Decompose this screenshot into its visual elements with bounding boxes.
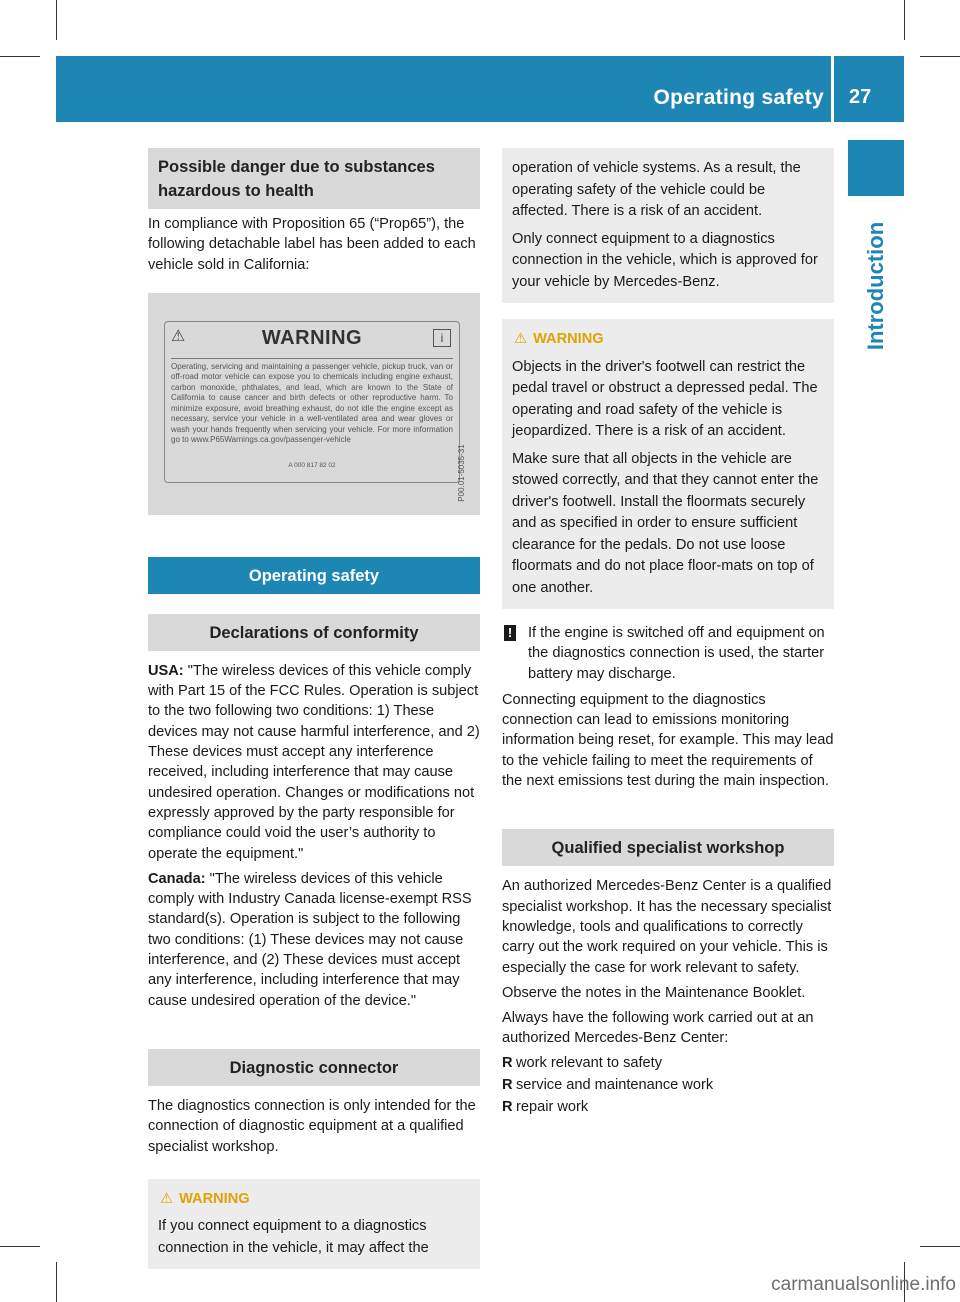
connecting-text: Connecting equipment to the diagnostics connection can lead to emissions monitoring information being reset, for example. This may lead to the vehicle failing to meet the requirements of the next emissions test during the main inspection. — [502, 691, 834, 790]
crop-mark — [56, 0, 57, 40]
list-item — [502, 1097, 834, 1117]
declarations-heading: Declarations of conformity — [148, 614, 480, 651]
usa-label: USA: — [148, 662, 184, 679]
prop65-intro: In compliance with Proposition 65 (“Prop65”), the following detachable label has been added to each vehicle sold in California: — [148, 216, 476, 273]
operating-safety-heading: Operating safety — [148, 557, 480, 594]
prop65-label-image — [148, 293, 480, 515]
warning-icon: ⚠ — [160, 1190, 174, 1207]
label-divider — [171, 358, 453, 359]
bullet-icon: R — [502, 1054, 513, 1071]
page-number: 27 — [849, 86, 872, 108]
watermark: carmanualsonline.info — [771, 1274, 956, 1295]
footwell-warning — [502, 319, 834, 609]
warning-paragraph: operation of vehicle systems. As a result, the operating safety of the vehicle could be affected. There is a risk of an accident. — [512, 160, 801, 219]
list-item — [502, 1075, 834, 1095]
list-item — [502, 1053, 834, 1073]
bullet-icon: R — [502, 1077, 513, 1094]
diagnostic-text: The diagnostics connection is only intended for the connection of diagnostic equipment at a qualified specialist workshop. — [148, 1097, 476, 1155]
workshop-p3: Always have the following work carried out at an authorized Mercedes-Benz Center: — [502, 1010, 814, 1047]
declaration-usa — [148, 661, 480, 864]
warning-label: WARNING — [179, 1190, 250, 1207]
warning-title — [158, 1189, 470, 1211]
crop-mark — [56, 1262, 57, 1302]
canada-label: Canada: — [148, 870, 206, 887]
diagnostic-heading: Diagnostic connector — [148, 1049, 480, 1086]
note-icon: ! — [504, 625, 516, 641]
battery-note — [502, 623, 834, 684]
label-text: Operating, servicing and maintaining a passenger vehicle, pickup truck, van or off-road motor vehicle can expose you to chemicals including engine exhaust, carbon monoxide, phthalates, and lead, which are known to the State of California to cause cancer and birth defects or other reproductive harm. To minimize exposure, avoid breathing exhaust, do not idle the engine except as necessary, service your vehicle in a well-ventilated area and wear gloves or wash your hands frequently when servicing your vehicle. For more information go to www.P65Warnings.ca.gov/passenger-vehicle — [171, 361, 453, 445]
crop-mark — [920, 56, 960, 57]
workshop-list — [502, 1053, 834, 1118]
workshop-p1: An authorized Mercedes-Benz Center is a qualified specialist workshop. It has the necessary specialist knowledge, tools and qualifications to correctly carry out the work required on your vehicle. This is especially the case for work relevant to safety. — [502, 878, 832, 976]
workshop-heading: Qualified specialist workshop — [502, 829, 834, 866]
crop-mark — [0, 1246, 40, 1247]
side-tab-marker — [848, 140, 904, 196]
warning-paragraph: Objects in the driver's footwell can restrict the pedal travel or obstruct a depressed pedal. The operating and road safety of the vehicle is jeopardized. There is a risk of an accident. — [512, 358, 818, 439]
diagnostic-warning-continued — [502, 148, 834, 303]
list-item-text: service and maintenance work — [516, 1077, 714, 1094]
warning-paragraph: Make sure that all objects in the vehicle are stowed correctly, and that they cannot enter the driver's footwell. Install the floormats securely and as specified in order to ensure sufficient clearance for the pedals. Do not use loose floormats and do not place floor-mats on top of one another. — [512, 450, 819, 596]
declaration-canada — [148, 869, 480, 1011]
prop65-label-card — [164, 321, 460, 483]
header-title: Operating safety — [653, 86, 824, 109]
diagnostic-warning — [148, 1179, 480, 1270]
warning-triangle-icon: ⚠ — [171, 327, 186, 345]
label-title: WARNING — [261, 326, 363, 349]
prop65-heading: Possible danger due to substances hazardous to health — [148, 148, 480, 209]
list-item-text: repair work — [516, 1099, 589, 1116]
manual-info-icon: i — [433, 329, 451, 347]
warning-paragraph: Only connect equipment to a diagnostics connection in the vehicle, which is approved for your vehicle by Mercedes-Benz. — [512, 230, 818, 290]
crop-mark — [0, 56, 40, 57]
list-item-text: work relevant to safety — [516, 1054, 663, 1071]
right-column — [502, 148, 834, 1118]
note-text: If the engine is switched off and equipment on the diagnostics connection is used, the starter battery may discharge. — [528, 625, 825, 682]
warning-icon: ⚠ — [514, 331, 528, 347]
usa-text: "The wireless devices of this vehicle comply with Part 15 of the FCC Rules. Operation is subject to the two following two conditions: 1) These devices may not cause harmful interference, and 2) These devices must accept any interference received, including interference that may cause undesired operation. Changes or modifications not expressly approved by the party responsible for compliance could void the user’s authority to operate the equipment." — [148, 662, 480, 862]
image-code-text: P00.01-5035-31 — [456, 444, 466, 502]
warning-text: If you connect equipment to a diagnostics connection in the vehicle, it may affect the — [158, 1218, 429, 1256]
bullet-icon: R — [502, 1099, 513, 1116]
warning-title — [512, 329, 824, 351]
left-column — [148, 148, 480, 1269]
label-part-code: A 000 817 82 02 — [288, 461, 336, 469]
crop-mark — [920, 1246, 960, 1247]
header-divider — [831, 56, 834, 122]
crop-mark — [904, 0, 905, 40]
canada-text: "The wireless devices of this vehicle comply with Industry Canada license-exempt RSS standard(s). Operation is subject to the following two conditions: (1) These devices may not cause interference, and (2) These devices must accept any interference, including interference that may cause undesired operation of the device." — [148, 870, 472, 1009]
side-tab-label: Introduction — [863, 221, 888, 351]
workshop-p2: Observe the notes in the Maintenance Booklet. — [502, 984, 806, 1001]
warning-label: WARNING — [533, 331, 604, 347]
